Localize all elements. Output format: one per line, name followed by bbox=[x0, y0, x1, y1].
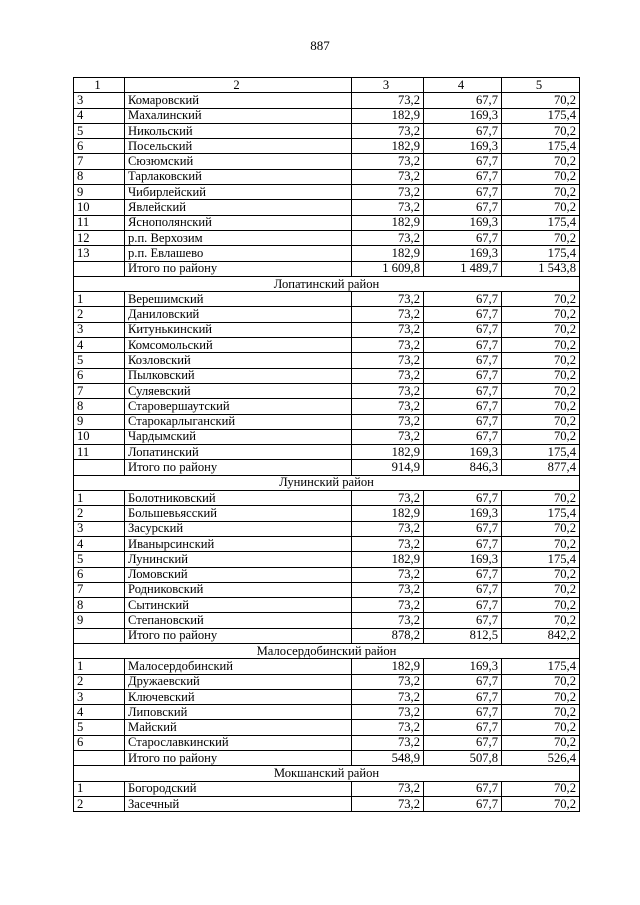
value-col-5: 70,2 bbox=[502, 368, 580, 383]
settlement-name: Козловский bbox=[125, 353, 352, 368]
row-number bbox=[74, 751, 125, 766]
table-row bbox=[74, 705, 580, 720]
settlement-name: Пылковский bbox=[125, 368, 352, 383]
value-col-5: 70,2 bbox=[502, 613, 580, 628]
settlement-name: Верешимский bbox=[125, 292, 352, 307]
page-number: 887 bbox=[310, 38, 330, 53]
value-col-4: 67,7 bbox=[424, 338, 502, 353]
value-col-5: 70,2 bbox=[502, 185, 580, 200]
table-header-row bbox=[74, 78, 580, 93]
value-col-4: 67,7 bbox=[424, 536, 502, 551]
value-col-5: 70,2 bbox=[502, 796, 580, 811]
value-col-3: 73,2 bbox=[352, 383, 424, 398]
settlement-name: Тарлаковский bbox=[125, 169, 352, 184]
value-col-3: 73,2 bbox=[352, 705, 424, 720]
value-col-5: 70,2 bbox=[502, 735, 580, 750]
value-col-3: 73,2 bbox=[352, 674, 424, 689]
district-section-row bbox=[74, 276, 580, 291]
value-col-4: 169,3 bbox=[424, 215, 502, 230]
settlement-name: Никольский bbox=[125, 123, 352, 138]
header-col-3: 3 bbox=[352, 78, 424, 93]
value-col-4: 67,7 bbox=[424, 185, 502, 200]
row-number: 2 bbox=[74, 674, 125, 689]
table-row bbox=[74, 613, 580, 628]
value-col-3: 73,2 bbox=[352, 567, 424, 582]
value-col-5: 175,4 bbox=[502, 445, 580, 460]
district-title: Малосердобинский район bbox=[74, 643, 580, 658]
settlement-name: Суляевский bbox=[125, 383, 352, 398]
district-total-row bbox=[74, 261, 580, 276]
value-col-5: 70,2 bbox=[502, 567, 580, 582]
settlement-name: Степановский bbox=[125, 613, 352, 628]
row-number: 2 bbox=[74, 307, 125, 322]
value-col-4: 67,7 bbox=[424, 383, 502, 398]
value-col-4: 169,3 bbox=[424, 659, 502, 674]
value-col-3: 73,2 bbox=[352, 536, 424, 551]
table-row bbox=[74, 582, 580, 597]
row-number: 5 bbox=[74, 123, 125, 138]
settlement-name: Засурский bbox=[125, 521, 352, 536]
table-row bbox=[74, 108, 580, 123]
settlement-name: Лунинский bbox=[125, 552, 352, 567]
settlement-name: Посельский bbox=[125, 139, 352, 154]
settlement-name: Комаровский bbox=[125, 93, 352, 108]
value-col-5: 842,2 bbox=[502, 628, 580, 643]
value-col-4: 67,7 bbox=[424, 307, 502, 322]
settlement-name: Старокарлыганский bbox=[125, 414, 352, 429]
district-total-row bbox=[74, 460, 580, 475]
settlement-name: Чардымский bbox=[125, 429, 352, 444]
district-title: Мокшанский район bbox=[74, 766, 580, 781]
row-number: 4 bbox=[74, 338, 125, 353]
table-row bbox=[74, 674, 580, 689]
row-number: 1 bbox=[74, 292, 125, 307]
table-row bbox=[74, 123, 580, 138]
value-col-5: 70,2 bbox=[502, 582, 580, 597]
table-row bbox=[74, 491, 580, 506]
row-number: 10 bbox=[74, 429, 125, 444]
settlement-name: Богородский bbox=[125, 781, 352, 796]
value-col-4: 67,7 bbox=[424, 781, 502, 796]
value-col-4: 67,7 bbox=[424, 322, 502, 337]
value-col-3: 878,2 bbox=[352, 628, 424, 643]
value-col-5: 70,2 bbox=[502, 536, 580, 551]
district-section-row bbox=[74, 766, 580, 781]
value-col-5: 175,4 bbox=[502, 139, 580, 154]
table-row bbox=[74, 720, 580, 735]
value-col-3: 182,9 bbox=[352, 506, 424, 521]
value-col-3: 182,9 bbox=[352, 445, 424, 460]
value-col-4: 67,7 bbox=[424, 429, 502, 444]
value-col-5: 70,2 bbox=[502, 674, 580, 689]
value-col-5: 70,2 bbox=[502, 338, 580, 353]
value-col-3: 73,2 bbox=[352, 93, 424, 108]
value-col-3: 182,9 bbox=[352, 246, 424, 261]
table-row bbox=[74, 552, 580, 567]
settlement-name: Ключевский bbox=[125, 689, 352, 704]
header-col-4: 4 bbox=[424, 78, 502, 93]
value-col-3: 73,2 bbox=[352, 292, 424, 307]
table-row bbox=[74, 93, 580, 108]
settlement-name: Старовершаутский bbox=[125, 399, 352, 414]
row-number bbox=[74, 628, 125, 643]
row-number: 7 bbox=[74, 154, 125, 169]
value-col-5: 70,2 bbox=[502, 705, 580, 720]
value-col-4: 67,7 bbox=[424, 674, 502, 689]
table-row bbox=[74, 338, 580, 353]
table-row bbox=[74, 215, 580, 230]
row-number: 4 bbox=[74, 536, 125, 551]
settlement-name: Липовский bbox=[125, 705, 352, 720]
value-col-4: 67,7 bbox=[424, 598, 502, 613]
row-number: 8 bbox=[74, 399, 125, 414]
value-col-5: 70,2 bbox=[502, 399, 580, 414]
row-number: 8 bbox=[74, 169, 125, 184]
value-col-3: 73,2 bbox=[352, 429, 424, 444]
row-number bbox=[74, 261, 125, 276]
row-number: 5 bbox=[74, 353, 125, 368]
value-col-3: 182,9 bbox=[352, 215, 424, 230]
settlement-name: Сюзюмский bbox=[125, 154, 352, 169]
value-col-5: 70,2 bbox=[502, 292, 580, 307]
settlement-name: Итого по району bbox=[125, 460, 352, 475]
value-col-3: 73,2 bbox=[352, 613, 424, 628]
value-col-5: 70,2 bbox=[502, 491, 580, 506]
settlement-name: Лопатинский bbox=[125, 445, 352, 460]
value-col-4: 67,7 bbox=[424, 705, 502, 720]
value-col-4: 67,7 bbox=[424, 720, 502, 735]
value-col-5: 70,2 bbox=[502, 598, 580, 613]
value-col-3: 182,9 bbox=[352, 108, 424, 123]
row-number: 5 bbox=[74, 552, 125, 567]
row-number: 12 bbox=[74, 230, 125, 245]
row-number: 11 bbox=[74, 215, 125, 230]
value-col-4: 169,3 bbox=[424, 445, 502, 460]
value-col-3: 73,2 bbox=[352, 491, 424, 506]
value-col-5: 70,2 bbox=[502, 322, 580, 337]
value-col-5: 70,2 bbox=[502, 414, 580, 429]
header-col-5: 5 bbox=[502, 78, 580, 93]
row-number: 6 bbox=[74, 567, 125, 582]
value-col-5: 70,2 bbox=[502, 720, 580, 735]
row-number: 5 bbox=[74, 720, 125, 735]
row-number: 4 bbox=[74, 705, 125, 720]
row-number: 6 bbox=[74, 735, 125, 750]
value-col-3: 1 609,8 bbox=[352, 261, 424, 276]
row-number: 3 bbox=[74, 93, 125, 108]
value-col-5: 70,2 bbox=[502, 689, 580, 704]
settlement-name: р.п. Верхозим bbox=[125, 230, 352, 245]
row-number: 7 bbox=[74, 582, 125, 597]
settlement-name: Сытинский bbox=[125, 598, 352, 613]
table-row bbox=[74, 445, 580, 460]
value-col-3: 73,2 bbox=[352, 399, 424, 414]
value-col-3: 73,2 bbox=[352, 414, 424, 429]
value-col-3: 182,9 bbox=[352, 139, 424, 154]
table-row bbox=[74, 246, 580, 261]
value-col-3: 73,2 bbox=[352, 230, 424, 245]
district-total-row bbox=[74, 751, 580, 766]
row-number: 4 bbox=[74, 108, 125, 123]
value-col-4: 67,7 bbox=[424, 521, 502, 536]
district-section-row bbox=[74, 643, 580, 658]
settlement-name: Большевьясский bbox=[125, 506, 352, 521]
value-col-3: 73,2 bbox=[352, 338, 424, 353]
value-col-3: 73,2 bbox=[352, 185, 424, 200]
value-col-4: 67,7 bbox=[424, 123, 502, 138]
table-row bbox=[74, 322, 580, 337]
table-row bbox=[74, 536, 580, 551]
settlement-name: Итого по району bbox=[125, 751, 352, 766]
value-col-5: 70,2 bbox=[502, 307, 580, 322]
value-col-5: 70,2 bbox=[502, 200, 580, 215]
value-col-3: 73,2 bbox=[352, 582, 424, 597]
settlement-name: Яснополянский bbox=[125, 215, 352, 230]
value-col-3: 73,2 bbox=[352, 368, 424, 383]
settlement-name: Явлейский bbox=[125, 200, 352, 215]
table-row bbox=[74, 200, 580, 215]
value-col-5: 175,4 bbox=[502, 659, 580, 674]
value-col-4: 67,7 bbox=[424, 613, 502, 628]
settlement-name: Ломовский bbox=[125, 567, 352, 582]
table-row bbox=[74, 353, 580, 368]
table-row bbox=[74, 781, 580, 796]
settlement-name: Итого по району bbox=[125, 261, 352, 276]
value-col-4: 67,7 bbox=[424, 491, 502, 506]
value-col-4: 67,7 bbox=[424, 414, 502, 429]
value-col-3: 182,9 bbox=[352, 659, 424, 674]
value-col-4: 67,7 bbox=[424, 735, 502, 750]
value-col-3: 73,2 bbox=[352, 598, 424, 613]
settlement-name: Чибирлейский bbox=[125, 185, 352, 200]
value-col-4: 169,3 bbox=[424, 246, 502, 261]
value-col-4: 812,5 bbox=[424, 628, 502, 643]
row-number: 1 bbox=[74, 491, 125, 506]
value-col-5: 70,2 bbox=[502, 353, 580, 368]
table-row bbox=[74, 735, 580, 750]
value-col-5: 70,2 bbox=[502, 154, 580, 169]
table-row bbox=[74, 689, 580, 704]
district-section-row bbox=[74, 475, 580, 490]
table-row bbox=[74, 567, 580, 582]
settlement-name: Комсомольский bbox=[125, 338, 352, 353]
row-number: 3 bbox=[74, 689, 125, 704]
district-title: Лунинский район bbox=[74, 475, 580, 490]
value-col-5: 175,4 bbox=[502, 108, 580, 123]
row-number: 11 bbox=[74, 445, 125, 460]
value-col-3: 73,2 bbox=[352, 796, 424, 811]
value-col-5: 175,4 bbox=[502, 215, 580, 230]
value-col-4: 67,7 bbox=[424, 292, 502, 307]
settlement-name: Болотниковский bbox=[125, 491, 352, 506]
row-number: 8 bbox=[74, 598, 125, 613]
row-number: 7 bbox=[74, 383, 125, 398]
value-col-5: 70,2 bbox=[502, 123, 580, 138]
value-col-4: 169,3 bbox=[424, 108, 502, 123]
value-col-4: 169,3 bbox=[424, 506, 502, 521]
table-row bbox=[74, 429, 580, 444]
table-row bbox=[74, 399, 580, 414]
value-col-3: 73,2 bbox=[352, 521, 424, 536]
value-col-3: 73,2 bbox=[352, 123, 424, 138]
row-number: 13 bbox=[74, 246, 125, 261]
table-row bbox=[74, 521, 580, 536]
value-col-4: 67,7 bbox=[424, 582, 502, 597]
value-col-4: 507,8 bbox=[424, 751, 502, 766]
value-col-3: 548,9 bbox=[352, 751, 424, 766]
header-col-1: 1 bbox=[74, 78, 125, 93]
value-col-4: 67,7 bbox=[424, 353, 502, 368]
value-col-5: 70,2 bbox=[502, 169, 580, 184]
table-row bbox=[74, 307, 580, 322]
row-number bbox=[74, 460, 125, 475]
value-col-4: 67,7 bbox=[424, 169, 502, 184]
settlement-name: Махалинский bbox=[125, 108, 352, 123]
row-number: 3 bbox=[74, 322, 125, 337]
value-col-5: 175,4 bbox=[502, 506, 580, 521]
row-number: 1 bbox=[74, 659, 125, 674]
settlement-name: Дружаевский bbox=[125, 674, 352, 689]
table-body bbox=[74, 78, 580, 812]
row-number: 2 bbox=[74, 506, 125, 521]
value-col-4: 67,7 bbox=[424, 368, 502, 383]
value-col-5: 175,4 bbox=[502, 246, 580, 261]
value-col-5: 70,2 bbox=[502, 383, 580, 398]
settlement-name: Иванырсинский bbox=[125, 536, 352, 551]
value-col-3: 73,2 bbox=[352, 200, 424, 215]
value-col-3: 73,2 bbox=[352, 307, 424, 322]
value-col-3: 73,2 bbox=[352, 169, 424, 184]
table-row bbox=[74, 368, 580, 383]
table-row bbox=[74, 598, 580, 613]
settlement-name: Итого по району bbox=[125, 628, 352, 643]
row-number: 2 bbox=[74, 796, 125, 811]
value-col-4: 67,7 bbox=[424, 154, 502, 169]
settlement-name: Китунькинский bbox=[125, 322, 352, 337]
table-row bbox=[74, 139, 580, 154]
value-col-3: 182,9 bbox=[352, 552, 424, 567]
value-col-5: 70,2 bbox=[502, 781, 580, 796]
row-number: 9 bbox=[74, 414, 125, 429]
value-col-3: 73,2 bbox=[352, 322, 424, 337]
value-col-5: 1 543,8 bbox=[502, 261, 580, 276]
value-col-4: 169,3 bbox=[424, 552, 502, 567]
row-number: 1 bbox=[74, 781, 125, 796]
settlement-name: Старославкинский bbox=[125, 735, 352, 750]
value-col-4: 67,7 bbox=[424, 689, 502, 704]
table-row bbox=[74, 292, 580, 307]
table-row bbox=[74, 154, 580, 169]
value-col-5: 70,2 bbox=[502, 429, 580, 444]
row-number: 3 bbox=[74, 521, 125, 536]
district-total-row bbox=[74, 628, 580, 643]
table-row bbox=[74, 796, 580, 811]
settlement-name: р.п. Евлашево bbox=[125, 246, 352, 261]
row-number: 6 bbox=[74, 368, 125, 383]
table-row bbox=[74, 414, 580, 429]
allocation-table bbox=[73, 77, 580, 812]
value-col-4: 67,7 bbox=[424, 399, 502, 414]
value-col-4: 67,7 bbox=[424, 200, 502, 215]
table-row bbox=[74, 230, 580, 245]
value-col-3: 73,2 bbox=[352, 353, 424, 368]
row-number: 9 bbox=[74, 613, 125, 628]
value-col-4: 1 489,7 bbox=[424, 261, 502, 276]
table-row bbox=[74, 506, 580, 521]
value-col-3: 914,9 bbox=[352, 460, 424, 475]
header-col-2: 2 bbox=[125, 78, 352, 93]
settlement-name: Засечный bbox=[125, 796, 352, 811]
row-number: 6 bbox=[74, 139, 125, 154]
value-col-5: 526,4 bbox=[502, 751, 580, 766]
value-col-4: 67,7 bbox=[424, 796, 502, 811]
settlement-name: Родниковский bbox=[125, 582, 352, 597]
value-col-5: 70,2 bbox=[502, 93, 580, 108]
table-row bbox=[74, 659, 580, 674]
settlement-name: Малосердобинский bbox=[125, 659, 352, 674]
table-row bbox=[74, 185, 580, 200]
district-title: Лопатинский район bbox=[74, 276, 580, 291]
value-col-4: 846,3 bbox=[424, 460, 502, 475]
value-col-3: 73,2 bbox=[352, 720, 424, 735]
value-col-5: 877,4 bbox=[502, 460, 580, 475]
value-col-4: 67,7 bbox=[424, 93, 502, 108]
value-col-3: 73,2 bbox=[352, 154, 424, 169]
value-col-3: 73,2 bbox=[352, 689, 424, 704]
table-row bbox=[74, 383, 580, 398]
row-number: 10 bbox=[74, 200, 125, 215]
settlement-name: Майский bbox=[125, 720, 352, 735]
settlement-name: Даниловский bbox=[125, 307, 352, 322]
row-number: 9 bbox=[74, 185, 125, 200]
table-row bbox=[74, 169, 580, 184]
value-col-5: 70,2 bbox=[502, 521, 580, 536]
value-col-5: 175,4 bbox=[502, 552, 580, 567]
value-col-4: 169,3 bbox=[424, 139, 502, 154]
value-col-4: 67,7 bbox=[424, 567, 502, 582]
value-col-3: 73,2 bbox=[352, 735, 424, 750]
value-col-4: 67,7 bbox=[424, 230, 502, 245]
value-col-3: 73,2 bbox=[352, 781, 424, 796]
value-col-5: 70,2 bbox=[502, 230, 580, 245]
